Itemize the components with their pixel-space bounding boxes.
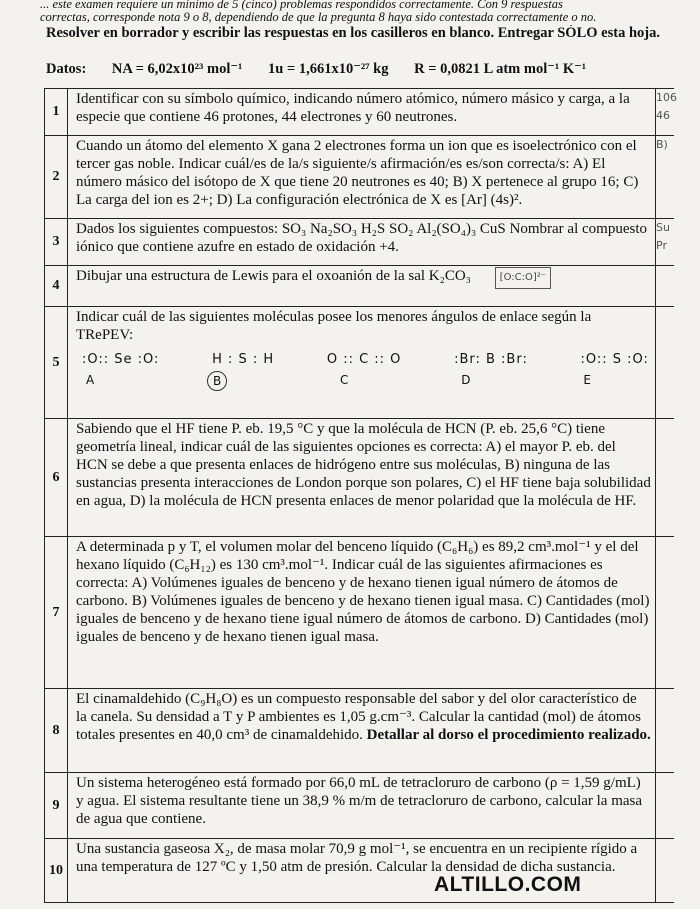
structure-a-formula: :O:: Se :O: bbox=[82, 352, 160, 367]
structure-b-formula: H : S : H bbox=[212, 352, 275, 367]
letter-a: A bbox=[86, 373, 95, 387]
header-instructions: Resolver en borrador y escribir las respuestas en los casilleros en blanco. Entregar SÓLO esta hoja. bbox=[46, 25, 660, 41]
question-text bbox=[68, 689, 656, 773]
gas-constant: R = 0,0821 L atm mol⁻¹ K⁻¹ bbox=[414, 61, 587, 77]
question-text bbox=[68, 307, 656, 419]
letter-c: C bbox=[339, 373, 349, 387]
answer-box[interactable] bbox=[656, 419, 675, 537]
answer-box[interactable] bbox=[656, 773, 675, 839]
questions-table bbox=[44, 88, 677, 903]
structure-letters bbox=[76, 369, 651, 393]
question-text bbox=[68, 266, 656, 307]
answer-box[interactable] bbox=[656, 839, 675, 903]
question-5-text: Indicar cuál de las siguientes moléculas posee los menores ángulos de enlace según la TRePEV: bbox=[76, 309, 592, 343]
question-number: 1 bbox=[45, 89, 68, 136]
question-number: 8 bbox=[45, 689, 68, 773]
question-number: 3 bbox=[45, 219, 68, 266]
answer-box[interactable] bbox=[656, 689, 675, 773]
answer-box[interactable]: 106 46 bbox=[656, 89, 675, 136]
question-text: Identificar con su símbolo químico, indicando número atómico, número másico y carga, a la especie que contiene 46 protones, 44 electrones y 60 neutrones. bbox=[68, 89, 656, 136]
structure-d bbox=[454, 350, 528, 369]
question-row-1 bbox=[45, 89, 675, 136]
answer-box[interactable] bbox=[656, 307, 675, 419]
question-row-5 bbox=[45, 307, 675, 419]
answer-box[interactable] bbox=[656, 537, 675, 689]
question-row-4 bbox=[45, 266, 675, 307]
question-number: 5 bbox=[45, 307, 68, 419]
answer-box[interactable]: B) bbox=[656, 136, 675, 219]
question-row-6 bbox=[45, 419, 675, 537]
question-text: Sabiendo que el HF tiene P. eb. 19,5 °C y que la molécula de HCN (P. eb. 25,6 °C) tiene geometría lineal, indicar cuál de las siguientes opciones es correcta: A) el mayor P. eb. del HCN se debe a que presenta enlaces de hidrógeno entre sus moléculas, B) ninguna de las sustancias presenta interacciones de London porque son polares, C) el HF tiene baja solubilidad en agua, D) la molécula de HCN presenta enlaces de menor polaridad que la molécula de HF. bbox=[68, 419, 656, 537]
structure-e-formula: :O:: S :O: bbox=[580, 352, 649, 367]
letter-e: E bbox=[583, 373, 591, 387]
letter-d: D bbox=[461, 373, 471, 387]
question-number: 7 bbox=[45, 537, 68, 689]
question-number: 6 bbox=[45, 419, 68, 537]
question-text: A determinada p y T, el volumen molar del benceno líquido (C₆H₆) es 89,2 cm³.mol⁻¹ y el del hexano líquido (C₆H₁₂) es 130 cm³.mol⁻¹. Indicar cuál de las siguientes afirmaciones es correcta: A) Volúmenes iguales de benceno y de hexano tienen igual número de átomos de carbono. B) Volúmenes iguales de benceno y de hexano tienen igual masa. C) Cantidades (mol) iguales de benceno y de hexano tiene igual número de átomos de carbono. D) Cantidades (mol) iguales de benceno y de hexano tienen igual masa. bbox=[68, 537, 656, 689]
atomic-mass-unit: 1u = 1,661x10⁻²⁷ kg bbox=[268, 61, 389, 77]
question-text: Una sustancia gaseosa X₂, de masa molar 70,9 g mol⁻¹, se encuentra en un recipiente rígido a una temperatura de 127 ºC y 1,50 atm de presión. Calcular la densidad de dicha sustancia. bbox=[68, 839, 656, 903]
question-text: Cuando un átomo del elemento X gana 2 electrones forma un ion que es isoelectrónico con el tercer gas noble. Indicar cuál/es de la/s siguiente/s afirmación/es es/son correcta/s: A) El número másico del isótopo de X que tiene 20 neutrones es 40; B) X pertenece al grupo 16; C) La carga del ion es 2+; D) La configuración electrónica de X es [Ar] (4s)². bbox=[68, 136, 656, 219]
structure-e bbox=[581, 350, 649, 369]
question-text: Dados los siguientes compuestos: SO₃ Na₂SO₃ H₂S SO₂ Al₂(SO₄)₃ CuS Nombrar al compuesto iónico que contiene azufre en estado de oxidación +4. bbox=[68, 219, 656, 266]
question-row-8 bbox=[45, 689, 675, 773]
question-row-9 bbox=[45, 773, 675, 839]
question-4-text: Dibujar una estructura de Lewis para el oxoanión de la sal K₂CO₃ bbox=[76, 268, 471, 284]
structure-d-formula: :Br: B :Br: bbox=[454, 352, 528, 367]
question-row-2 bbox=[45, 136, 675, 219]
letter-b-circled: B bbox=[207, 371, 227, 391]
question-row-7 bbox=[45, 537, 675, 689]
constants-line bbox=[46, 60, 608, 78]
answer-box[interactable]: Su Pr bbox=[656, 219, 675, 266]
question-number: 9 bbox=[45, 773, 68, 839]
header-line-2: correctas, corresponde nota 9 o 8, dependiendo de que la pregunta 8 haya sido contestada correctamente o no. bbox=[40, 10, 597, 24]
question-8-bold-note: Detallar al dorso el procedimiento realizado. bbox=[366, 727, 651, 743]
header-line-1: ... este examen requiere un mínimo de 5 (cinco) problemas respondidos correctamente. Con 9 respuestas bbox=[40, 0, 563, 11]
structure-c-formula: O :: C :: O bbox=[326, 352, 402, 367]
question-8-text: El cinamaldehido (C₉H₈O) es un compuesto responsable del sabor y del olor característico de la canela. Su densidad a T y P ambientes es 1,05 g.cm⁻³. Calcular la cantidad (mol) de átomos totales presentes en 40,0 cm³ de cinamaldehido. bbox=[76, 691, 641, 743]
answer-box[interactable] bbox=[656, 266, 675, 307]
question-number: 10 bbox=[45, 839, 68, 903]
watermark: ALTILLO.COM bbox=[434, 873, 582, 896]
question-number: 4 bbox=[45, 266, 68, 307]
structure-a bbox=[82, 350, 159, 369]
avogadro-constant: NA = 6,02x10²³ mol⁻¹ bbox=[111, 61, 243, 77]
lewis-structures bbox=[76, 344, 651, 369]
lewis-sketch: [O:C:O]²⁻ bbox=[495, 267, 551, 289]
question-text: Un sistema heterogéneo está formado por 66,0 mL de tetracloruro de carbono (ρ = 1,59 g/mL) y agua. El sistema resultante tiene un 38,9 % m/m de tetracloruro de carbono, calcular la masa de agua que contiene. bbox=[68, 773, 656, 839]
question-number: 2 bbox=[45, 136, 68, 219]
datos-label: Datos: bbox=[46, 61, 87, 77]
question-row-3 bbox=[45, 219, 675, 266]
structure-c bbox=[327, 350, 402, 369]
structure-b bbox=[212, 350, 274, 369]
